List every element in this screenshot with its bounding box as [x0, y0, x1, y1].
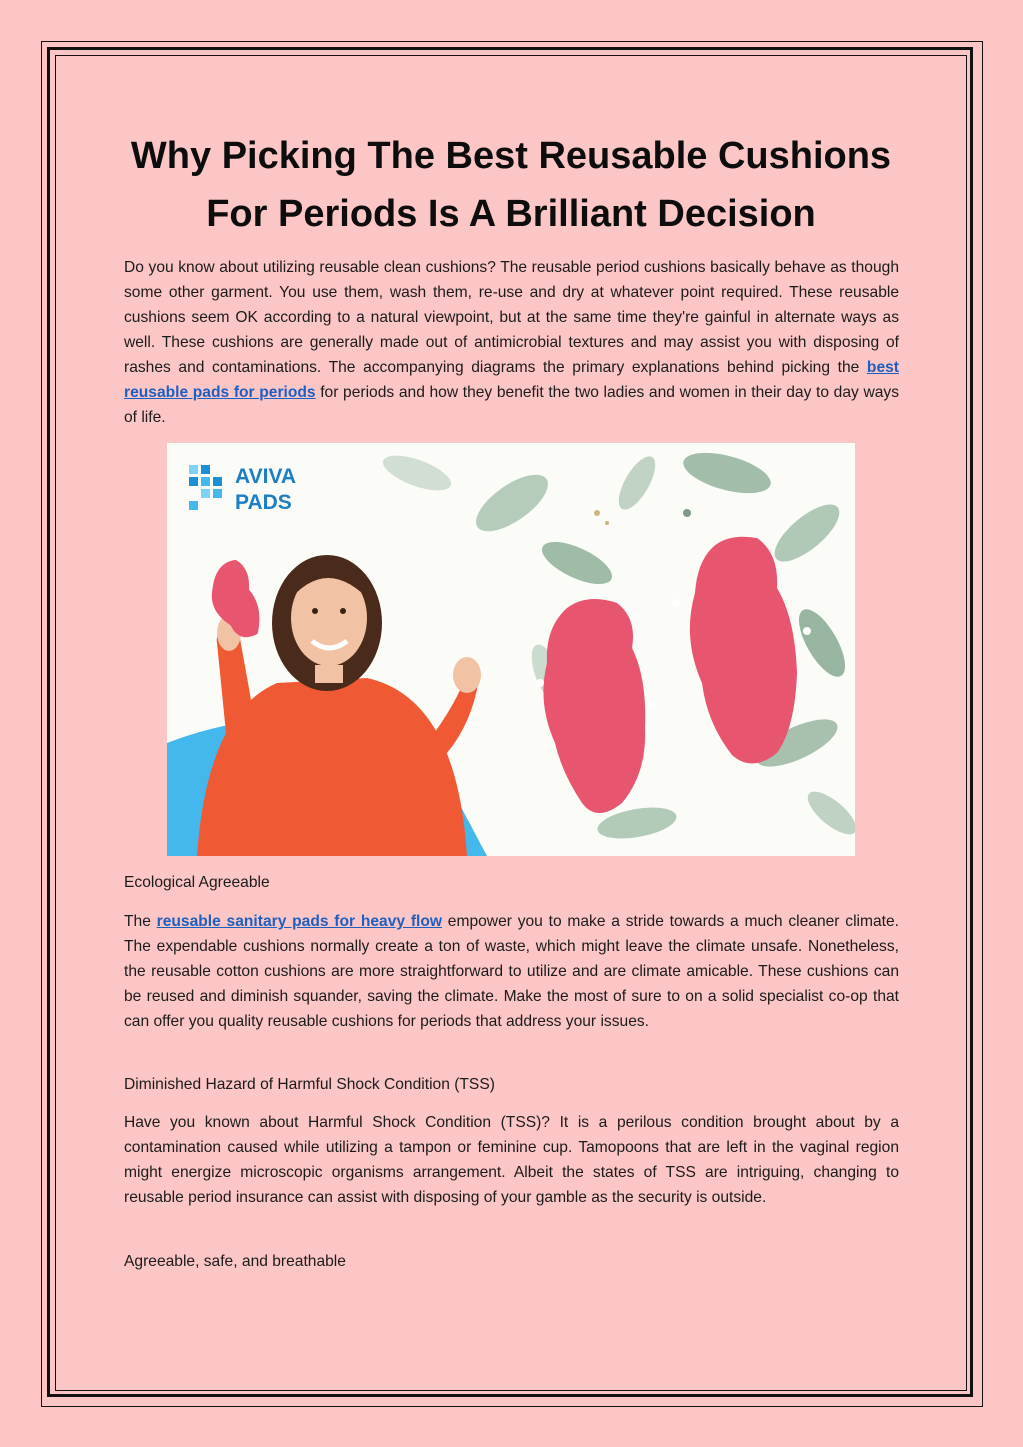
heavy-flow-pads-link[interactable]: reusable sanitary pads for heavy flow [156, 913, 443, 930]
title-line-2: For Periods Is A Brilliant Decision [206, 193, 816, 235]
tss-paragraph: Have you known about Harmful Shock Condition (TSS)? It is a perilous condition brought about by a contamination caused while utilizing a tampon or feminine cup. Tamopoons that are left in the vaginal region might energize microscopic organisms arrangement. Albeit the states of TSS are intriguing, changing to reusable period insurance can assist with disposing of your gamble as the security is outside. [124, 1114, 899, 1206]
ecological-text-end: empower you to make a stride towards a much cleaner climate. The expendable cushions normally create a ton of waste, which might leave the climate unsafe. Nonetheless, the reusable cotton cushions are more straightforward to utilize and are climate amicable. These cushions can be reused and diminish squander, saving the climate. Make the most of sure to on a solid specialist co-op that can offer you quality reusable cushions for periods that address your issues. [124, 913, 899, 1030]
intro-paragraph [124, 255, 899, 430]
section-heading-ecological: Ecological Agreeable [124, 874, 270, 891]
intro-text-end: for periods and how they benefit the two ladies and women in their day to day ways of life. [124, 384, 899, 426]
page-title [100, 127, 922, 243]
ecological-text-start: The [124, 913, 157, 930]
section-heading-breathable: Agreeable, safe, and breathable [124, 1253, 346, 1270]
ecological-paragraph [124, 909, 899, 1034]
intro-text-start: Do you know about utilizing reusable clean cushions? The reusable period cushions basically behave as though some other garment. You use them, wash them, re-use and dry at whatever point required. These reusable cushions seem OK according to a natural viewpoint, but at the same time they're gainful in alternate ways as well. These cushions are generally made out of antimicrobial textures and may assist you with disposing of rashes and contaminations. The accompanying diagrams the primary explanations behind picking the [124, 259, 899, 376]
section-heading-tss: Diminished Hazard of Harmful Shock Condition (TSS) [124, 1076, 495, 1093]
logo-text-line-2: PADS [235, 491, 292, 514]
best-reusable-pads-link[interactable]: best reusable pads for periods [124, 359, 899, 401]
hero-image [167, 443, 855, 856]
logo-text-line-1: AVIVA [235, 465, 297, 488]
aviva-pads-logo [189, 465, 296, 514]
title-line-1: Why Picking The Best Reusable Cushions [130, 135, 892, 177]
held-pad [203, 557, 265, 644]
